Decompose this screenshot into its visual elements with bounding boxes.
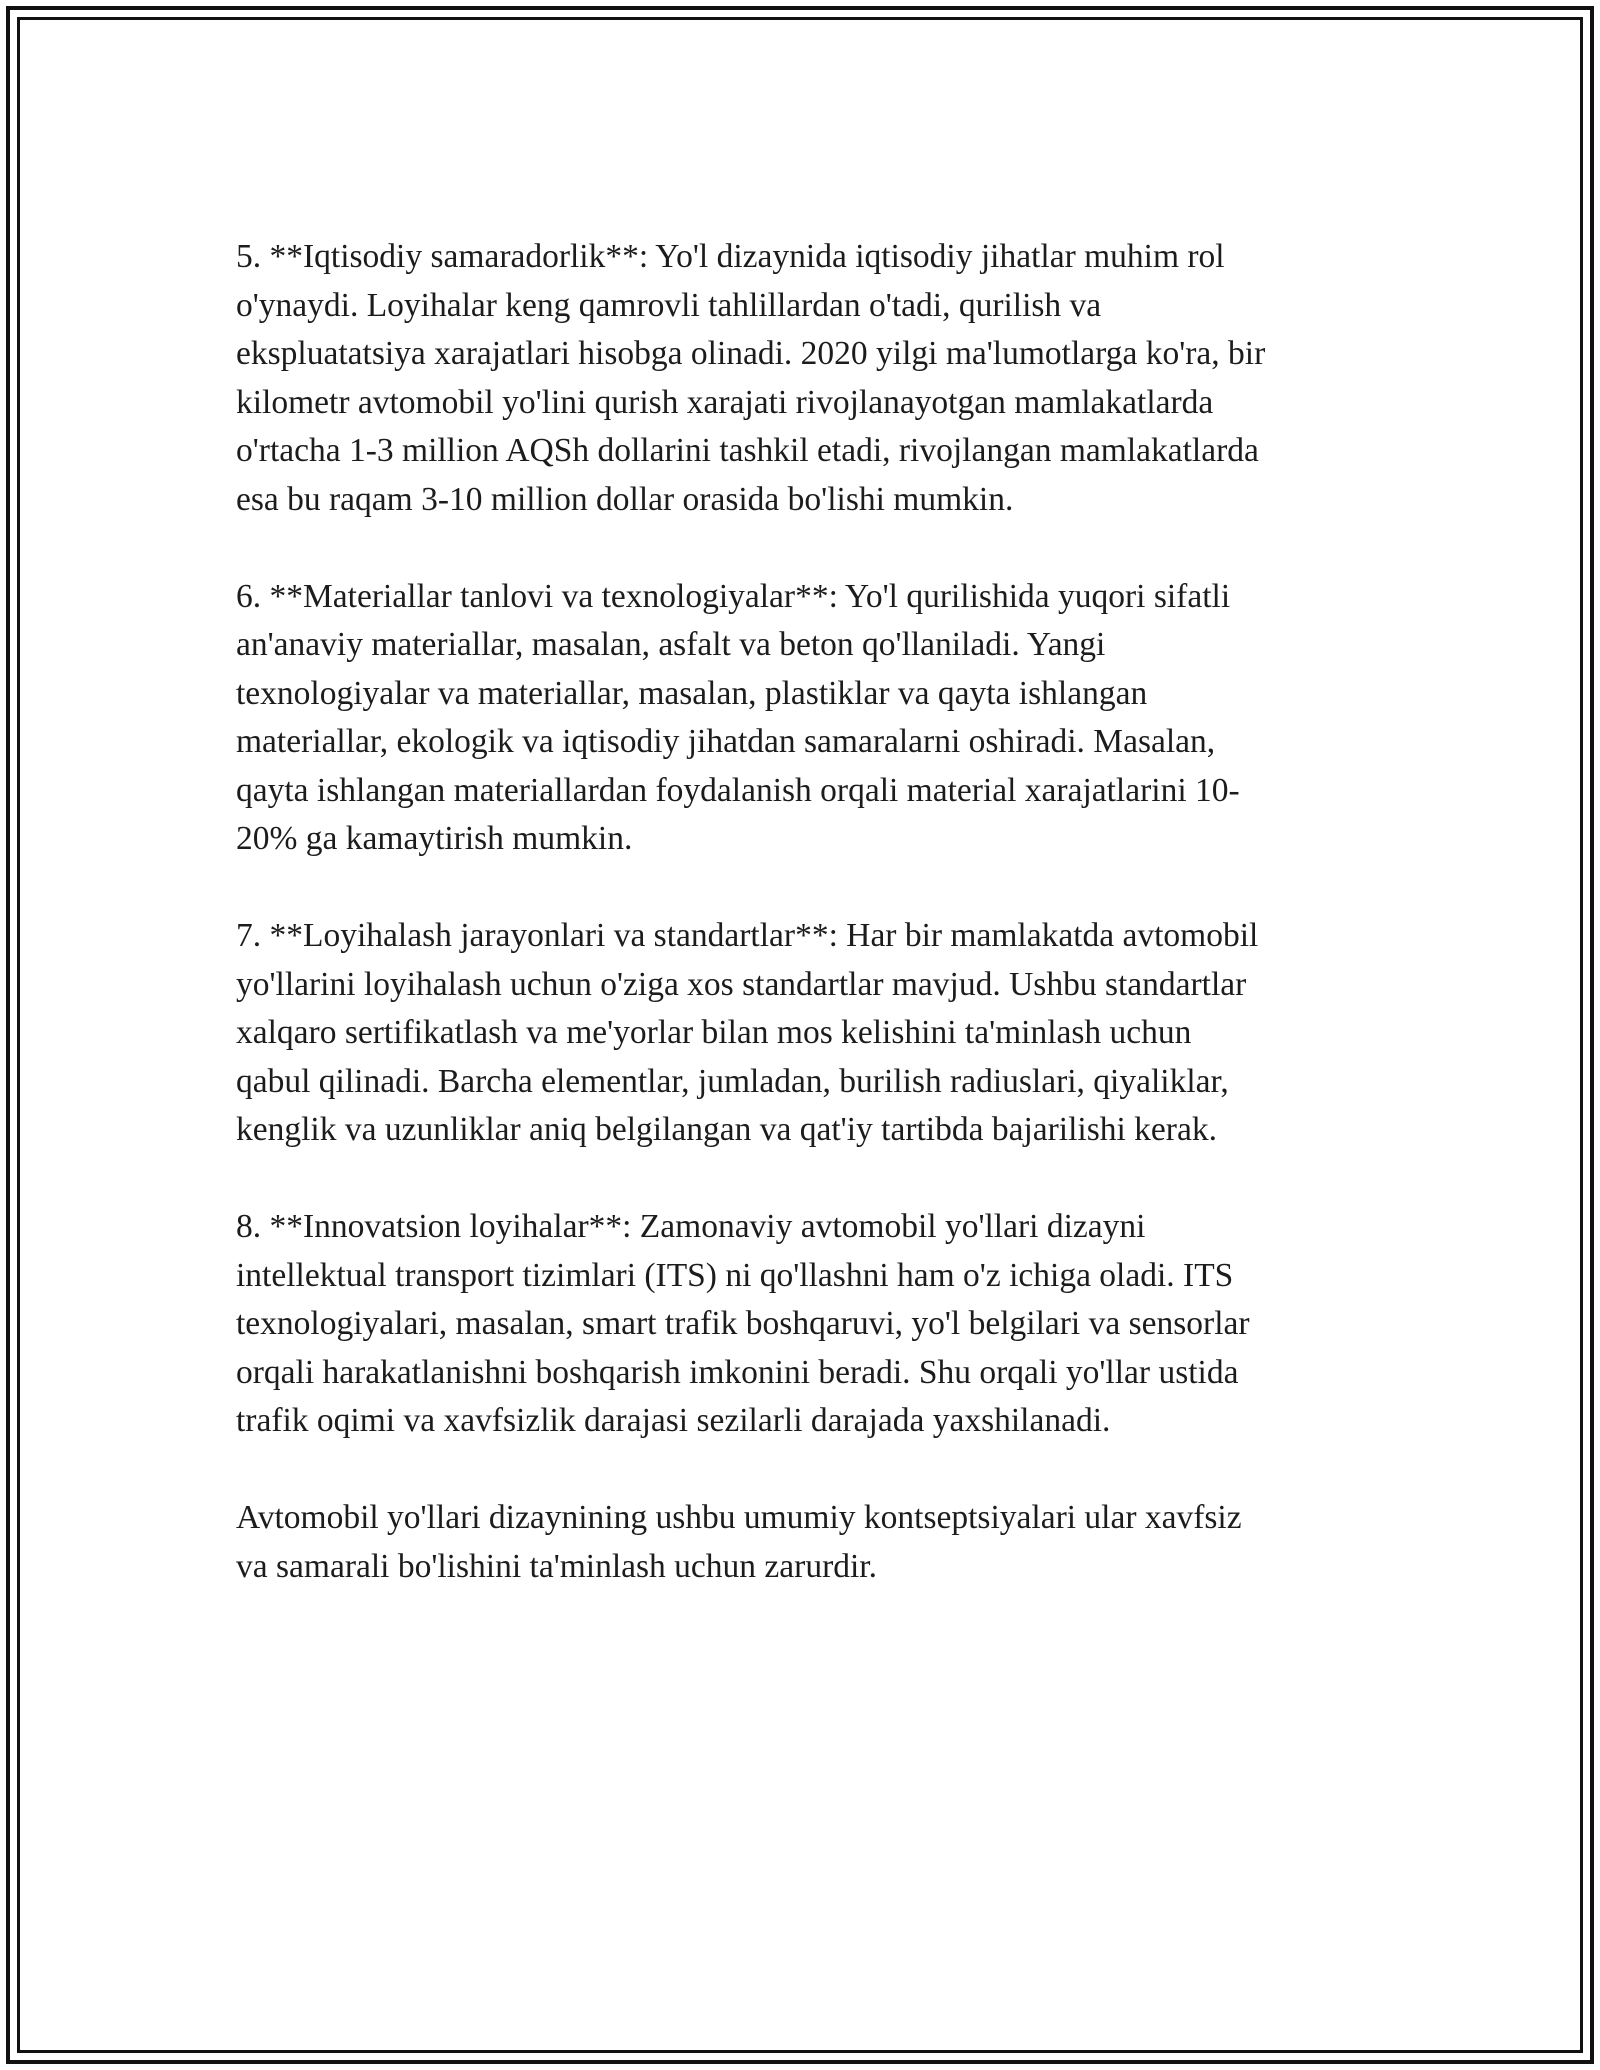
paragraph-conclusion: Avtomobil yo'llari dizaynining ushbu umumiy kontseptsiyalari ular xavfsiz va samarali bo'lishini ta'minlash uchun zarurdir.	[236, 1499, 1242, 1585]
paragraph-materials-technologies: 6. **Materiallar tanlovi va texnologiyalar**: Yo'l qurilishida yuqori sifatli an'anaviy materiallar, masalan, asfalt va beton qo'llaniladi. Yangi texnologiyalar va materiallar, masalan, plastiklar va qayta ishlangan materiallar, ekologik va iqtisodiy jihatdan samaralarni oshiradi. Masalan, qayta ishlangan materiallardan foydalanish orqali material xarajatlarini 10- 20% ga kamaytirish mumkin.	[236, 577, 1240, 857]
paragraph-innovative-projects: 8. **Innovatsion loyihalar**: Zamonaviy avtomobil yo'llari dizayni intellektual transport tizimlari (ITS) ni qo'llashni ham o'z ichiga oladi. ITS texnologiyalari, masalan, smart trafik boshqaruvi, yo'l belgilari va sensorlar orqali harakatlanishni boshqarish imkonini beradi. Shu orqali yo'llar ustida trafik oqimi va xavfsizlik darajasi sezilarli darajada yaxshilanadi.	[236, 1208, 1250, 1439]
document-body	[236, 233, 1376, 1591]
paragraph-economic-efficiency: 5. **Iqtisodiy samaradorlik**: Yo'l dizaynida iqtisodiy jihatlar muhim rol o'ynaydi. Loyihalar keng qamrovli tahlillardan o'tadi, qurilish va ekspluatatsiya xarajatlari hisobga olinadi. 2020 yilgi ma'lumotlarga ko'ra, bir kilometr avtomobil yo'lini qurish xarajati rivojlanayotgan mamlakatlarda o'rtacha 1-3 million AQSh dollarini tashkil etadi, rivojlangan mamlakatlarda esa bu raqam 3-10 million dollar orasida bo'lishi mumkin.	[236, 238, 1266, 518]
paragraph-design-standards: 7. **Loyihalash jarayonlari va standartlar**: Har bir mamlakatda avtomobil yo'llarini loyihalash uchun o'ziga xos standartlar mavjud. Ushbu standartlar xalqaro sertifikatlash va me'yorlar bilan mos kelishini ta'minlash uchun qabul qilinadi. Barcha elementlar, jumladan, burilish radiuslari, qiyaliklar, kenglik va uzunliklar aniq belgilangan va qat'iy tartibda bajarilishi kerak.	[236, 917, 1259, 1148]
